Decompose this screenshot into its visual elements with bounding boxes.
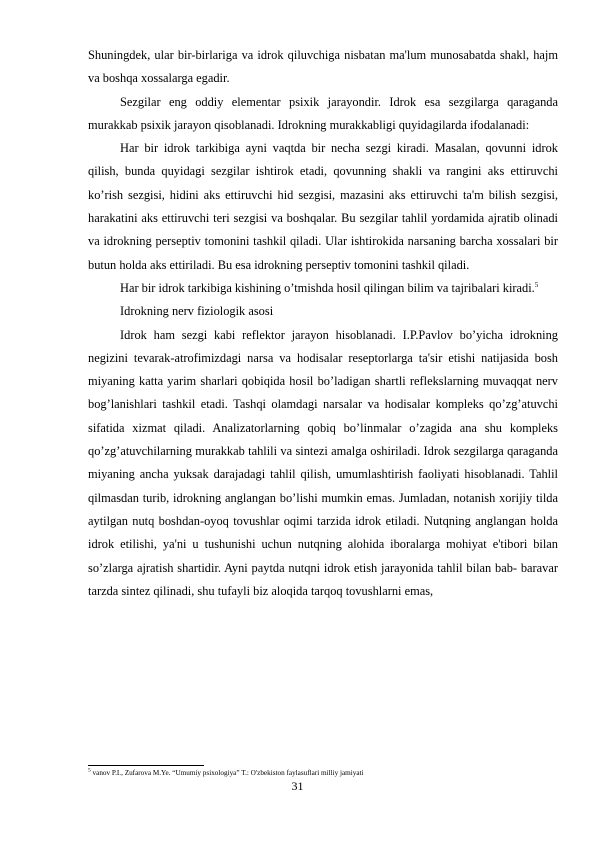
footnote-reference[interactable]: 5 xyxy=(534,280,539,289)
paragraph-4-text: Har bir idrok tarkibiga kishining o’tmishda hosil qilingan bilim va tajribalari kiradi. xyxy=(120,280,535,295)
paragraph-4 xyxy=(88,277,558,300)
page-body xyxy=(88,44,558,603)
footnote-divider xyxy=(88,765,204,766)
page-number: 31 xyxy=(291,779,304,793)
paragraph-1: Shuningdek, ular bir-birlariga va idrok qiluvchiga nisbatan ma'lum munosabatda shakl, hajm va boshqa xossalarga egadir. xyxy=(88,48,558,86)
section-heading: Idrokning nerv fiziologik asosi xyxy=(120,304,274,319)
footnote-number: 5 xyxy=(88,767,91,774)
paragraph-5: Idrok ham sezgi kabi reflektor jarayon hisoblanadi. I.P.Pavlov bo’yicha idrokning negizini tevarak-atrofimizdagi narsa va hodisalar reseptorlarga ta'sir etishi natijasida bosh miyaning katta yarim sharlari qobiqida hosil bo’ladigan shartli reflekslarning muvaqqat nerv bog’lanishlari tashkil etadi. Tashqi olamdagi narsalar va hodisalar kompleks qo’zg’atuvchi sifatida xizmat qiladi. Analizatorlarning qobiq bo’linmalar o’zagida ana shu kompleks qo’zg’atuvchilarning murakkab tahlili va sintezi amalga oshiriladi. Idrok sezgilarga qaraganda miyaning ancha yuksak darajadagi tahlil qilish, umumlashtirish faoliyati hisoblanadi. Tahlil qilmasdan turib, idrokning anglangan bo’lishi mumkin emas. Jumladan, notanish xorijiy tilda aytilgan nutq boshdan-oyoq tovushlar oqimi tarzida idrok etiladi. Nutqning anglangan holda idrok etilishi, ya'ni u tushunishi uchun nutqning alohida iboralarga mohiyat e'tibori bilan so’zlarga ajratish shartidir. Ayni paytda nutqni idrok etish jarayonida tahlil bilan bab- baravar tarzda sintez qilinadi, shu tufayli biz aloqida tarqoq tovushlarni emas, xyxy=(88,327,558,598)
paragraph-2: Sezgilar eng oddiy elementar psixik jarayondir. Idrok esa sezgilarga qaraganda murakkab psixik jarayon qisoblanadi. Idrokning murakkabligi quyidagilarda ifodalanadi: xyxy=(88,94,558,132)
paragraph-3: Har bir idrok tarkibiga ayni vaqtda bir necha sezgi kiradi. Masalan, qovunni idrok qilish, bunda quyidagi sezgilar ishtirok etadi, qovunning shakli va rangini aks ettiruvchi ko’rish sezgisi, hidini aks ettiruvchi hid sezgisi, mazasini aks ettiruvchi ta'm bilish sezgisi, harakatini aks ettiruvchi teri sezgisi va boshqalar. Bu sezgilar tahlil yordamida ajratib olinadi va idrokning perseptiv tomonini tashkil qiladi. Ular ishtirokida narsaning barcha xossalari bir butun holda aks ettiriladi. Bu esa idrokning perseptiv tomonini tashkil qiladi. xyxy=(88,141,558,272)
footnote-text: vanov P.I., Zufarova M.Ye. “Umumiy psixologiya” T.: O'zbekiston faylasuflari milliy jamiyati xyxy=(90,769,364,777)
footnote xyxy=(88,768,558,778)
